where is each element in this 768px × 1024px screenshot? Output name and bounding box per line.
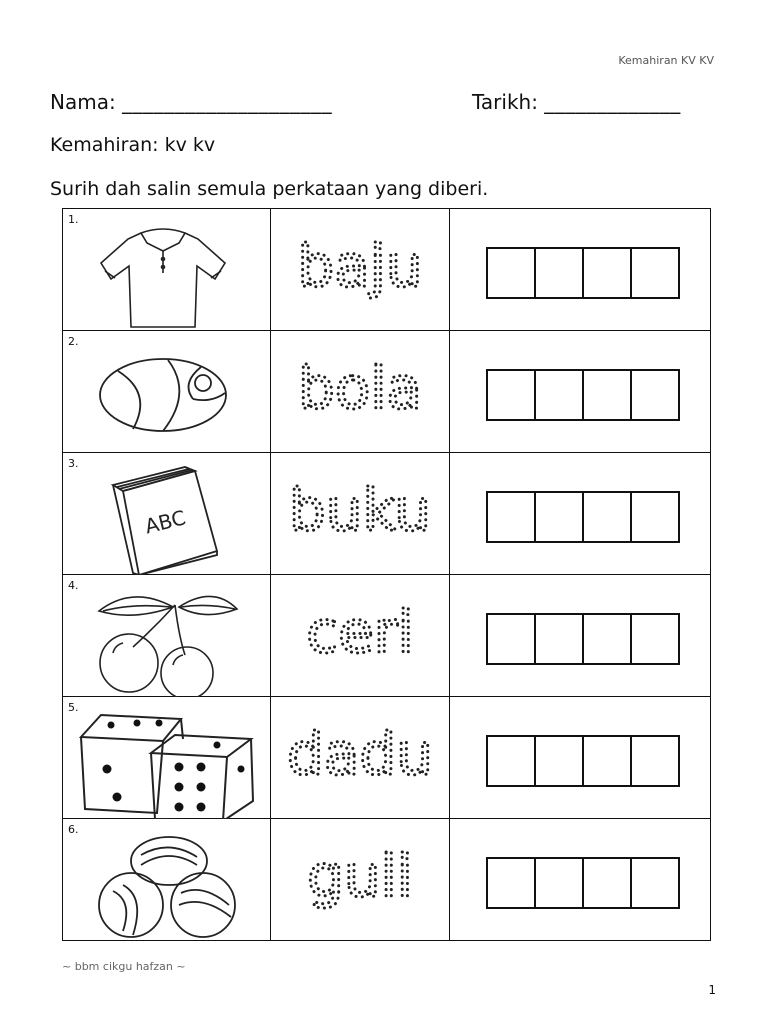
letter-box[interactable] bbox=[486, 369, 536, 421]
table-row bbox=[63, 575, 711, 697]
picture-cell bbox=[63, 453, 271, 575]
letter-box[interactable] bbox=[534, 613, 584, 665]
letter-box[interactable] bbox=[630, 247, 680, 299]
date-label: Tarikh: bbox=[472, 90, 538, 114]
letter-box[interactable] bbox=[630, 491, 680, 543]
letter-box[interactable] bbox=[582, 369, 632, 421]
trace-word-cell bbox=[271, 453, 450, 575]
row-number: 6. bbox=[68, 823, 79, 836]
copy-boxes-cell bbox=[450, 819, 711, 941]
letter-box[interactable] bbox=[630, 613, 680, 665]
copy-boxes bbox=[486, 735, 680, 787]
letter-box[interactable] bbox=[534, 247, 584, 299]
trace-word-cell bbox=[271, 331, 450, 453]
shirt-icon bbox=[93, 221, 233, 331]
trace-word: buku bbox=[288, 475, 432, 544]
picture-cell bbox=[63, 209, 271, 331]
name-label: Nama: bbox=[50, 90, 116, 114]
corner-label: Kemahiran KV KV bbox=[618, 54, 714, 67]
trace-word: ceri bbox=[306, 597, 414, 666]
letter-box[interactable] bbox=[582, 247, 632, 299]
book-cover-text: ABC bbox=[142, 505, 189, 539]
row-number: 3. bbox=[68, 457, 79, 470]
picture-cell bbox=[63, 331, 271, 453]
name-field bbox=[50, 90, 332, 114]
instruction-text: Surih dah salin semula perkataan yang diberi. bbox=[50, 178, 489, 200]
table-row bbox=[63, 209, 711, 331]
copy-boxes bbox=[486, 247, 680, 299]
letter-box[interactable] bbox=[582, 857, 632, 909]
trace-word-cell bbox=[271, 209, 450, 331]
copy-boxes bbox=[486, 369, 680, 421]
table-row bbox=[63, 331, 711, 453]
letter-box[interactable] bbox=[582, 735, 632, 787]
trace-word: guli bbox=[307, 841, 413, 910]
table-row bbox=[63, 819, 711, 941]
marbles-icon bbox=[93, 831, 243, 941]
copy-boxes-cell bbox=[450, 697, 711, 819]
letter-box[interactable] bbox=[534, 735, 584, 787]
book-icon bbox=[93, 465, 233, 575]
ball-icon bbox=[93, 343, 233, 453]
footer-credit: ~ bbm cikgu hafzan ~ bbox=[62, 960, 186, 973]
trace-word: bola bbox=[298, 353, 422, 422]
copy-boxes-cell bbox=[450, 453, 711, 575]
letter-box[interactable] bbox=[486, 247, 536, 299]
trace-word: baju bbox=[297, 231, 423, 300]
letter-box[interactable] bbox=[486, 735, 536, 787]
trace-word-cell bbox=[271, 697, 450, 819]
date-line: _____________ bbox=[544, 90, 681, 114]
copy-boxes bbox=[486, 613, 680, 665]
copy-boxes bbox=[486, 491, 680, 543]
row-number: 5. bbox=[68, 701, 79, 714]
copy-boxes-cell bbox=[450, 331, 711, 453]
trace-word-cell bbox=[271, 575, 450, 697]
letter-box[interactable] bbox=[534, 491, 584, 543]
letter-box[interactable] bbox=[486, 491, 536, 543]
picture-cell bbox=[63, 819, 271, 941]
dice-icon bbox=[77, 709, 257, 819]
letter-box[interactable] bbox=[630, 735, 680, 787]
letter-box[interactable] bbox=[534, 369, 584, 421]
trace-word-cell bbox=[271, 819, 450, 941]
letter-box[interactable] bbox=[630, 857, 680, 909]
letter-box[interactable] bbox=[486, 613, 536, 665]
letter-box[interactable] bbox=[630, 369, 680, 421]
row-number: 1. bbox=[68, 213, 79, 226]
picture-cell bbox=[63, 697, 271, 819]
row-number: 2. bbox=[68, 335, 79, 348]
cherry-icon bbox=[93, 587, 243, 697]
letter-box[interactable] bbox=[534, 857, 584, 909]
name-line: ____________________ bbox=[122, 90, 333, 114]
table-row bbox=[63, 453, 711, 575]
copy-boxes-cell bbox=[450, 209, 711, 331]
trace-word: dadu bbox=[287, 719, 433, 788]
letter-box[interactable] bbox=[582, 491, 632, 543]
worksheet-table bbox=[62, 208, 711, 941]
table-row bbox=[63, 697, 711, 819]
copy-boxes bbox=[486, 857, 680, 909]
copy-boxes-cell bbox=[450, 575, 711, 697]
picture-cell bbox=[63, 575, 271, 697]
letter-box[interactable] bbox=[486, 857, 536, 909]
date-field bbox=[472, 90, 681, 114]
letter-box[interactable] bbox=[582, 613, 632, 665]
page-number: 1 bbox=[708, 983, 716, 997]
skill-label: Kemahiran: kv kv bbox=[50, 134, 216, 156]
row-number: 4. bbox=[68, 579, 79, 592]
